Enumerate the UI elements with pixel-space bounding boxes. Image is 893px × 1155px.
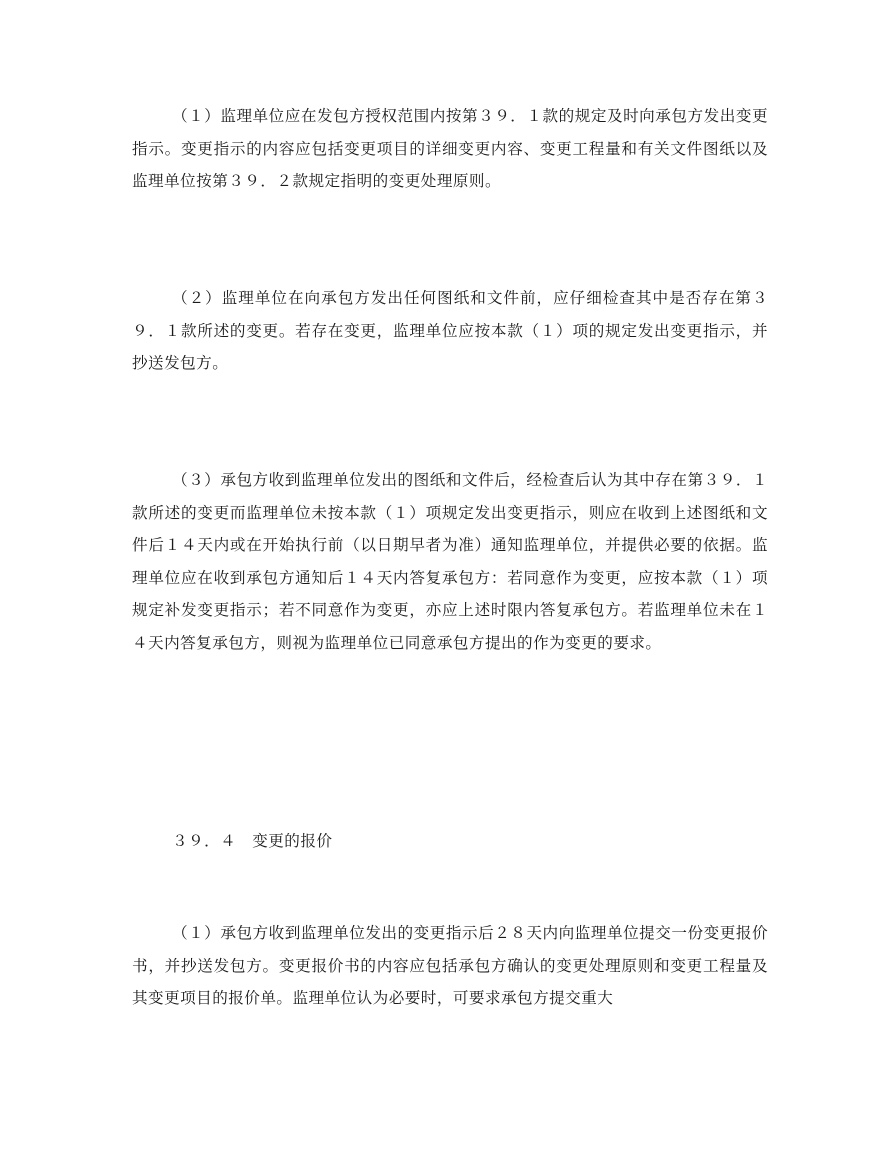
paragraph-contractor-notice: （３）承包方收到监理单位发出的图纸和文件后，经检查后认为其中存在第３９．１款所述的变更而监理单位未按本款（１）项规定发出变更指示，则应在收到上述图纸和文件后１４天内或在开始执行前（以日期早者为准）通知监理单位，并提供必要的依据。监理单位应在收到承包方通知后１４天内答复承包方：若同意作为变更，应按本款（１）项规定补发变更指示；若不同意作为变更，亦应上述时限内答复承包方。若监理单位未在１４天内答复承包方，则视为监理单位已同意承包方提出的作为变更的要求。 [132, 471, 768, 652]
paragraph-change-quotation: （１）承包方收到监理单位发出的变更指示后２８天内向监理单位提交一份变更报价书，并抄送发包方。变更报价书的内容应包括承包方确认的变更处理原则和变更工程量及其变更项目的报价单。监理单位认为必要时，可要求承包方提交重大 [132, 924, 768, 1007]
section-heading: ３９．４ 变更的报价 [172, 832, 333, 850]
paragraph-drawing-check: （２）监理单位在向承包方发出任何图纸和文件前，应仔细检查其中是否存在第３９．１款所述的变更。若存在变更，监理单位应按本款（１）项的规定发出变更指示，并抄送发包方。 [132, 289, 768, 372]
paragraph-change-instruction: （１）监理单位应在发包方授权范围内按第３９．１款的规定及时向承包方发出变更指示。变更指示的内容应包括变更项目的详细变更内容、变更工程量和有关文件图纸以及监理单位按第３９．２款规定指明的变更处理原则。 [132, 107, 768, 190]
